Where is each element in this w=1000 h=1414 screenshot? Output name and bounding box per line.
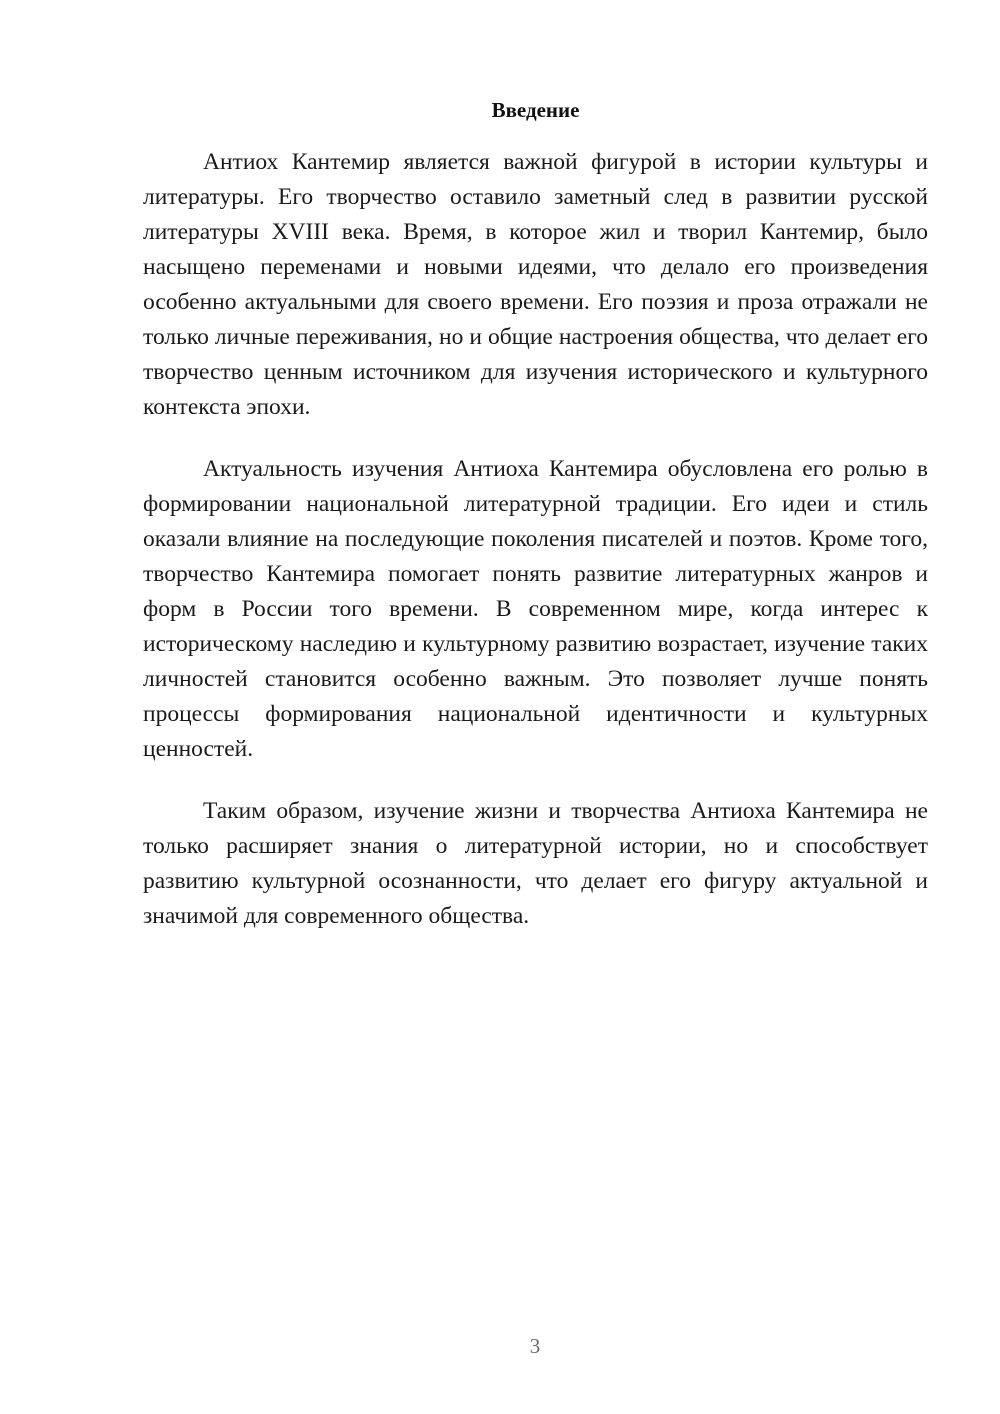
- page-title: Введение: [491, 98, 580, 122]
- paragraph-1: Антиох Кантемир является важной фигурой в истории культуры и литературы. Его творчество оставило заметный след в развитии русской литературы XVIII века. Время, в которое жил и творил Кантемир, было насыщено переменами и новыми идеями, что делало его произведения особенно актуальными для своего времени. Его поэзия и проза отражали не только личные переживания, но и общие настроения общества, что делает его творчество ценным источником для изучения исторического и культурного контекста эпохи.: [143, 149, 928, 420]
- document-body: [143, 145, 928, 961]
- paragraph-3: Таким образом, изучение жизни и творчества Антиоха Кантемира не только расширяет знания о литературной истории, но и способствует развитию культурной осознанности, что делает его фигуру актуальной и значимой для современного общества.: [143, 798, 928, 929]
- page-number: 3: [529, 1334, 541, 1358]
- paragraph-2: Актуальность изучения Антиоха Кантемира обусловлена его ролью в формировании национальной литературной традиции. Его идеи и стиль оказали влияние на последующие поколения писателей и поэтов. Кроме того, творчество Кантемира помогает понять развитие литературных жанров и форм в России того времени. В современном мире, когда интерес к историческому наследию и культурному развитию возрастает, изучение таких личностей становится особенно важным. Это позволяет лучше понять процессы формирования национальной идентичности и культурных ценностей.: [143, 456, 928, 762]
